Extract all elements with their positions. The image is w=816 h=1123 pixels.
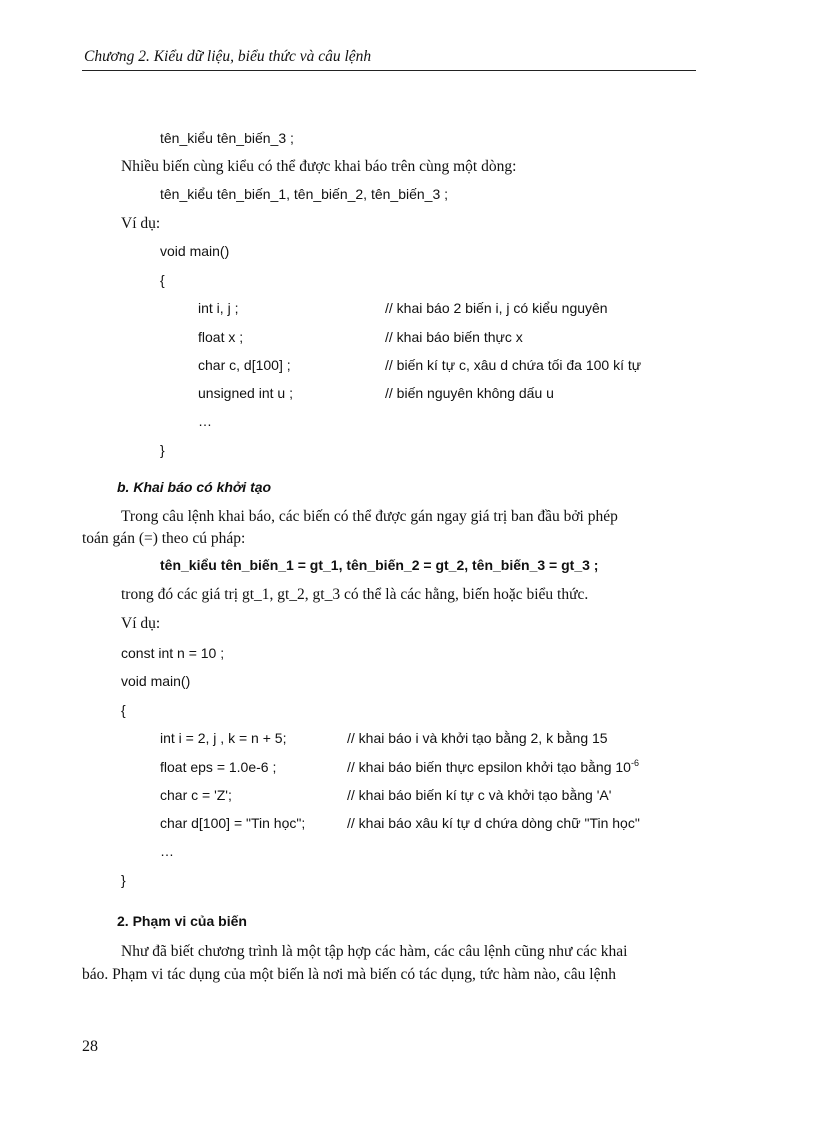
code-line: int i = 2, j , k = n + 5;	[160, 730, 287, 746]
code-line: float eps = 1.0e-6 ;	[160, 759, 277, 775]
init-syntax-explanation: trong đó các giá trị gt_1, gt_2, gt_3 có thể là các hằng, biến hoặc biểu thức.	[121, 586, 589, 603]
init-syntax: tên_kiểu tên_biến_1 = gt_1, tên_biến_2 = gt_2, tên_biến_3 = gt_3 ;	[160, 557, 599, 573]
syntax-line-3: tên_kiểu tên_biến_3 ;	[160, 130, 294, 146]
code-line: char d[100] = "Tin học";	[160, 815, 306, 831]
code-line: char c, d[100] ;	[198, 357, 291, 373]
example-label-2: Ví dụ:	[121, 615, 161, 632]
section-2-paragraph-line-2: báo. Phạm vi tác dụng của một biến là nơi mà biến có tác dụng, tức hàm nào, câu lệnh	[82, 966, 616, 983]
code-line: float x ;	[198, 329, 244, 345]
code-comment: // biến nguyên không dấu u	[385, 385, 554, 401]
chapter-header: Chương 2. Kiểu dữ liệu, biểu thức và câu lệnh	[84, 48, 372, 65]
section-b-heading: b. Khai báo có khởi tạo	[117, 479, 272, 495]
code-open-brace: {	[160, 272, 165, 288]
code-main-signature: void main()	[121, 673, 191, 689]
code-close-brace: }	[160, 442, 165, 458]
code-ellipsis: …	[198, 413, 212, 429]
page-number: 28	[82, 1038, 98, 1055]
code-comment: // khai báo biến thực x	[385, 329, 523, 345]
code-line: int i, j ;	[198, 300, 239, 316]
code-comment: // khai báo biến kí tự c và khởi tạo bằng 'A'	[347, 787, 612, 803]
header-rule	[82, 70, 696, 71]
code-ellipsis: …	[160, 843, 174, 859]
multi-decl-intro: Nhiều biến cùng kiểu có thể được khai báo trên cùng một dòng:	[121, 158, 517, 175]
code-open-brace: {	[121, 702, 126, 718]
code-close-brace: }	[121, 872, 126, 888]
section-b-paragraph-line-2: toán gán (=) theo cú pháp:	[82, 530, 246, 547]
section-2-heading: 2. Phạm vi của biến	[117, 913, 247, 929]
code-line: char c = 'Z';	[160, 787, 232, 803]
code-comment: // khai báo i và khởi tạo bằng 2, k bằng 15	[347, 730, 608, 746]
example-label-1: Ví dụ:	[121, 215, 161, 232]
code-comment: // khai báo xâu kí tự d chứa dòng chữ "Tin học"	[347, 815, 640, 831]
code-const-line: const int n = 10 ;	[121, 645, 225, 661]
exponent-superscript: -6	[630, 758, 639, 768]
code-line: unsigned int u ;	[198, 385, 293, 401]
section-2-paragraph-line-1: Như đã biết chương trình là một tập hợp các hàm, các câu lệnh cũng như các khai	[121, 943, 628, 960]
section-b-paragraph-line-1: Trong câu lệnh khai báo, các biến có thể được gán ngay giá trị ban đầu bởi phép	[121, 508, 618, 525]
code-main-signature: void main()	[160, 243, 230, 259]
multi-decl-syntax: tên_kiểu tên_biến_1, tên_biến_2, tên_biến_3 ;	[160, 186, 449, 202]
code-comment: // biến kí tự c, xâu d chứa tối đa 100 kí tự	[385, 357, 642, 373]
code-comment: // khai báo 2 biến i, j có kiểu nguyên	[385, 300, 608, 316]
code-comment-text: // khai báo biến thực epsilon khởi tạo bằng 10	[347, 759, 631, 775]
code-comment	[347, 759, 639, 775]
